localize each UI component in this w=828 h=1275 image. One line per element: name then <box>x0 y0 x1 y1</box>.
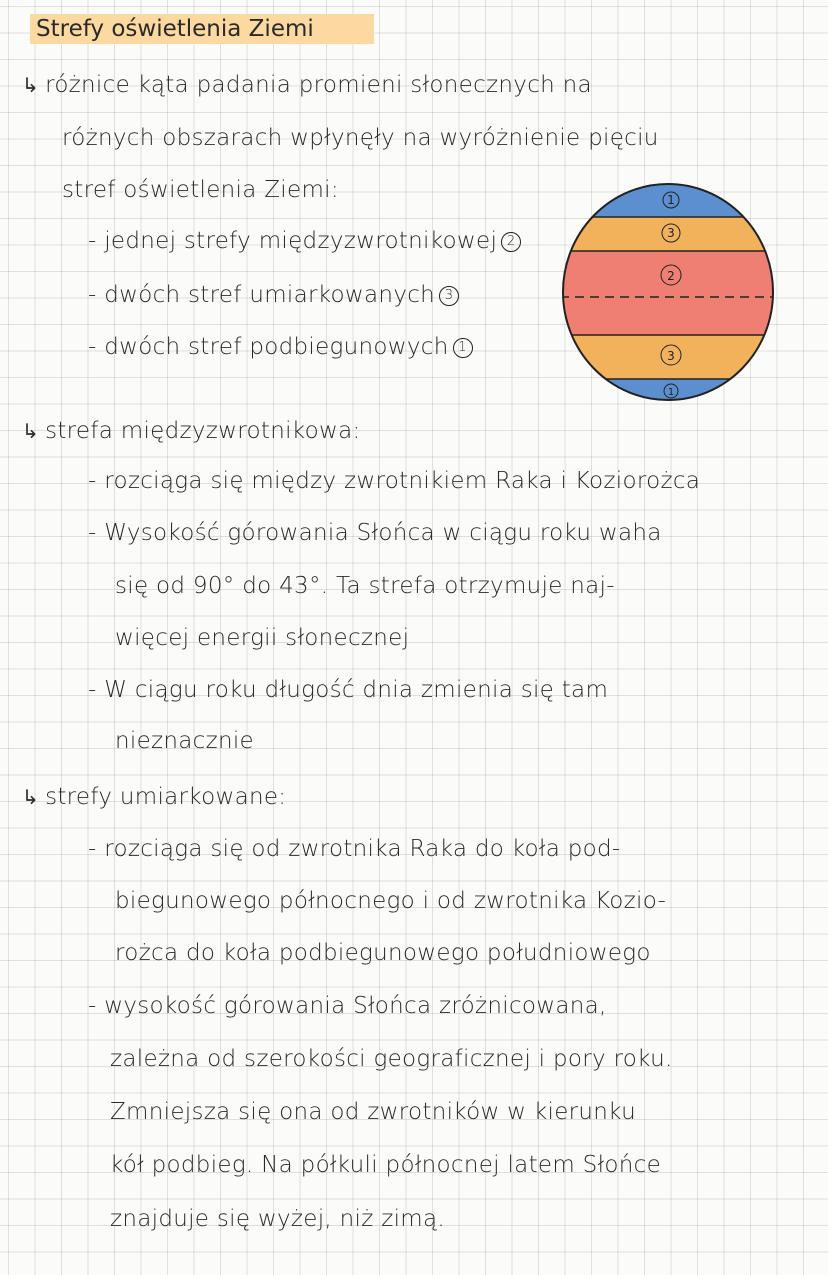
heading-text: strefy umiarkowane: <box>45 784 287 810</box>
earth-zones-diagram <box>560 180 780 405</box>
zone-label: 1 <box>667 193 675 207</box>
note-line: biegunowego północnego i od zwrotnika Kozio- <box>115 888 667 914</box>
arrow-icon: ↳ <box>22 785 40 809</box>
zone-label: 3 <box>667 349 675 363</box>
intro-text: różnice kąta padania promieni słonecznych na <box>45 72 592 98</box>
arrow-icon: ↳ <box>22 419 40 443</box>
zone-label: 3 <box>667 226 675 240</box>
note-line: zależna od szerokości geograficznej i pory roku. <box>110 1046 673 1072</box>
note-line: rożca do koła podbiegunowego południowego <box>115 940 651 966</box>
zone-item <box>88 334 473 360</box>
intro-line: różnych obszarach wpłynęły na wyróżnienie pięciu <box>62 125 659 151</box>
arrow-icon: ↳ <box>22 73 40 97</box>
zone-number: 1 <box>453 338 473 358</box>
intro-line <box>22 72 592 98</box>
note-line: więcej energii słonecznej <box>115 625 410 651</box>
note-line: - Wysokość górowania Słońca w ciągu roku waha <box>88 520 662 546</box>
zone-item <box>88 282 459 308</box>
zone-label: 2 <box>667 269 675 283</box>
intro-line: stref oświetlenia Ziemi: <box>62 177 339 203</box>
section-heading-temperate <box>22 784 286 810</box>
zone-number: 2 <box>501 232 521 252</box>
section-heading-tropical <box>22 418 361 444</box>
note-line: - W ciągu roku długość dnia zmienia się tam <box>88 677 609 703</box>
zone-item-text: - dwóch stref umiarkowanych <box>88 282 436 308</box>
note-line: kół podbieg. Na półkuli północnej latem Słońce <box>110 1152 662 1178</box>
zone-number: 3 <box>439 286 459 306</box>
note-line: - wysokość górowania Słońca zróżnicowana, <box>88 993 607 1019</box>
note-line: Zmniejsza się ona od zwrotników w kierunku <box>110 1099 636 1125</box>
zone-item <box>88 228 521 254</box>
note-line: - rozciąga się między zwrotnikiem Raka i Koziorożca <box>88 468 701 494</box>
zone-item-text: - jednej strefy międzyzwrotnikowej <box>88 228 498 254</box>
heading-text: strefa międzyzwrotnikowa: <box>45 418 361 444</box>
note-line: znajduje się wyżej, niż zimą. <box>110 1206 445 1232</box>
note-line: nieznacznie <box>115 728 254 754</box>
page-title: Strefy oświetlenia Ziemi <box>30 14 374 44</box>
note-line: się od 90° do 43°. Ta strefa otrzymuje naj- <box>115 573 615 599</box>
zone-label: 1 <box>667 387 675 398</box>
zone-item-text: - dwóch stref podbiegunowych <box>88 334 449 360</box>
note-line: - rozciąga się od zwrotnika Raka do koła pod- <box>88 836 621 862</box>
tropical-zone <box>560 251 780 335</box>
